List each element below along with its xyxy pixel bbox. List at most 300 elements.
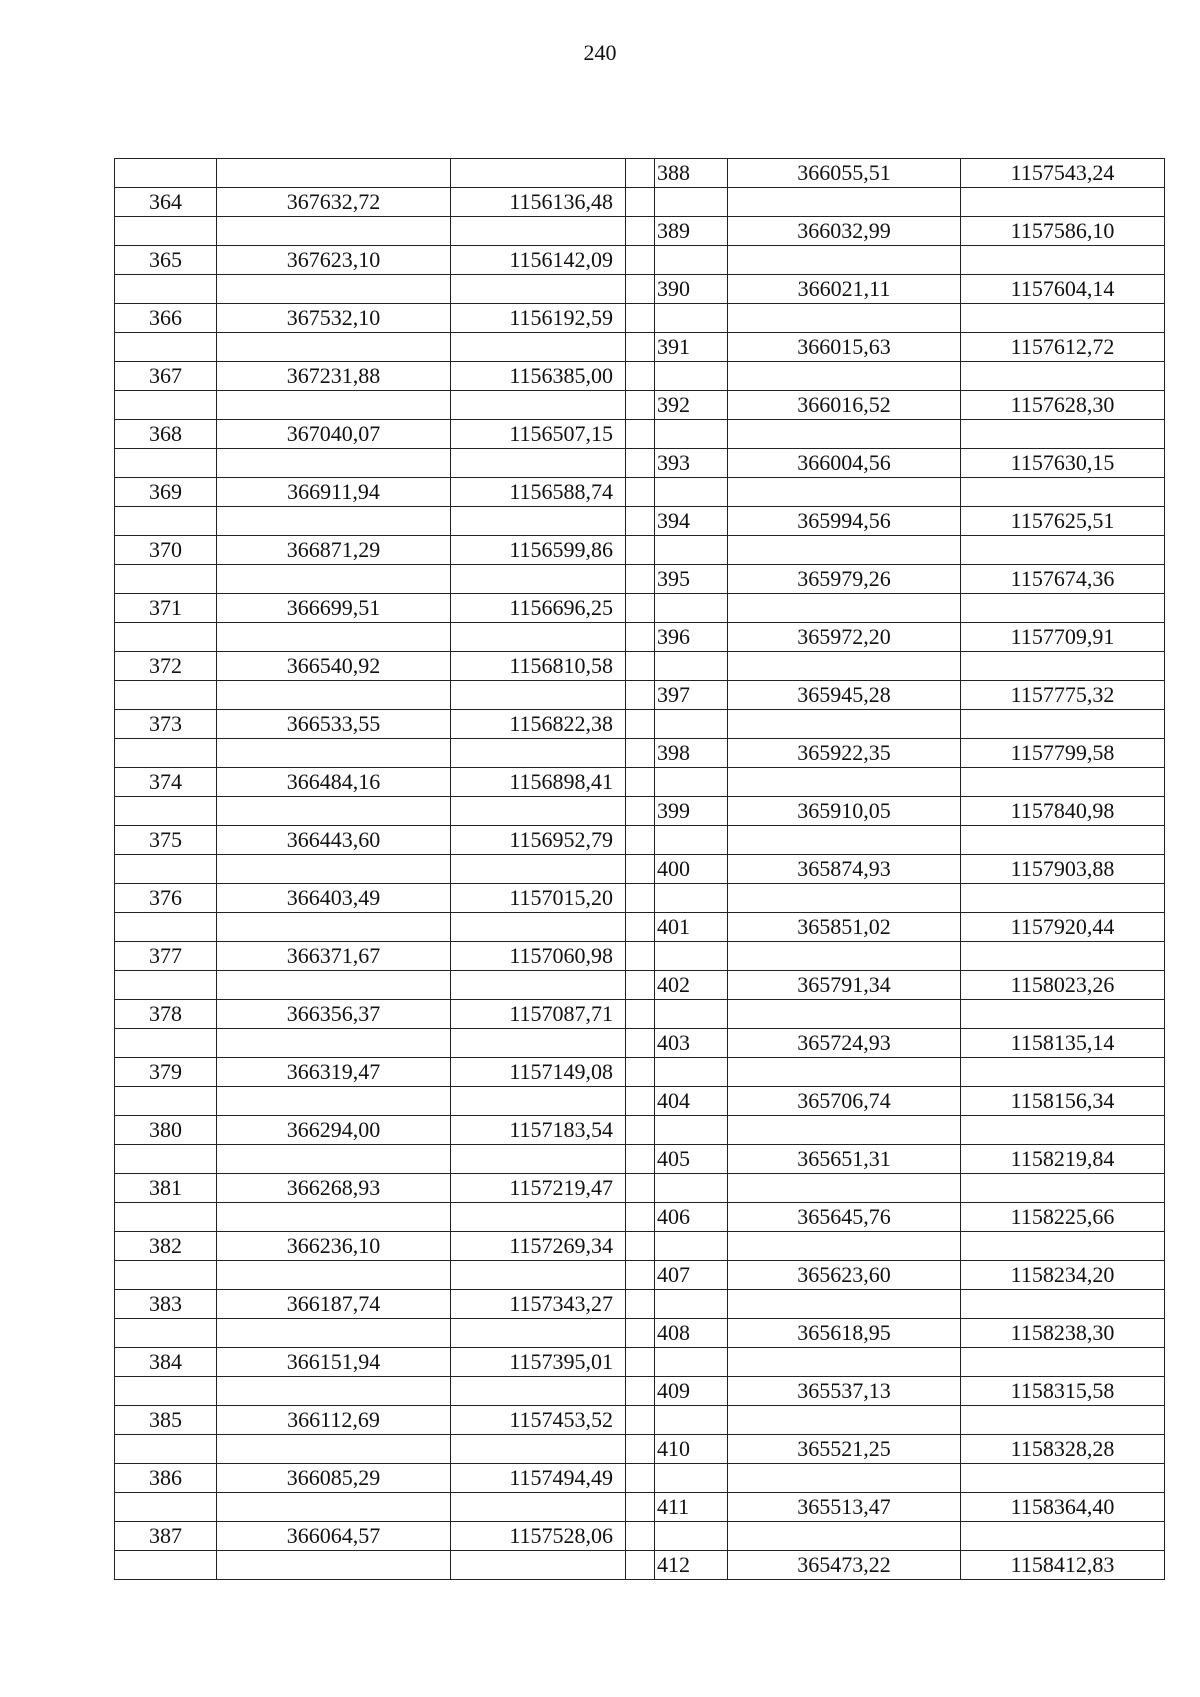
column-separator — [626, 420, 655, 449]
column-separator — [626, 391, 655, 420]
left-point-x: 366533,55 — [217, 710, 451, 739]
right-point-number — [655, 1522, 728, 1551]
left-point-x: 366699,51 — [217, 594, 451, 623]
right-point-x: 365537,13 — [728, 1377, 961, 1406]
column-separator — [626, 1493, 655, 1522]
left-point-number — [115, 913, 217, 942]
column-separator — [626, 1203, 655, 1232]
right-point-y — [961, 710, 1165, 739]
column-separator — [626, 1029, 655, 1058]
right-point-y: 1158156,34 — [961, 1087, 1165, 1116]
left-point-number: 387 — [115, 1522, 217, 1551]
right-point-x: 365618,95 — [728, 1319, 961, 1348]
right-point-x — [728, 942, 961, 971]
right-point-y: 1157674,36 — [961, 565, 1165, 594]
right-point-number: 404 — [655, 1087, 728, 1116]
column-separator — [626, 652, 655, 681]
left-point-x: 366085,29 — [217, 1464, 451, 1493]
table-row — [115, 1116, 1165, 1145]
column-separator — [626, 478, 655, 507]
column-separator — [626, 1058, 655, 1087]
column-separator — [626, 565, 655, 594]
column-separator — [626, 1116, 655, 1145]
column-separator — [626, 768, 655, 797]
column-separator — [626, 797, 655, 826]
right-point-number: 402 — [655, 971, 728, 1000]
left-point-y: 1156898,41 — [451, 768, 626, 797]
table-row — [115, 159, 1165, 188]
right-point-y: 1158135,14 — [961, 1029, 1165, 1058]
left-point-y — [451, 1435, 626, 1464]
column-separator — [626, 855, 655, 884]
right-point-number: 389 — [655, 217, 728, 246]
left-point-y: 1157183,54 — [451, 1116, 626, 1145]
right-point-number — [655, 246, 728, 275]
table-row — [115, 246, 1165, 275]
left-point-x — [217, 1435, 451, 1464]
right-point-y: 1158225,66 — [961, 1203, 1165, 1232]
left-point-number: 383 — [115, 1290, 217, 1319]
table-row — [115, 536, 1165, 565]
right-point-y: 1157612,72 — [961, 333, 1165, 362]
left-point-x — [217, 1145, 451, 1174]
right-point-x — [728, 1406, 961, 1435]
left-point-y — [451, 1203, 626, 1232]
column-separator — [626, 942, 655, 971]
left-point-y — [451, 623, 626, 652]
right-point-x: 365513,47 — [728, 1493, 961, 1522]
right-point-y — [961, 826, 1165, 855]
left-point-y — [451, 1377, 626, 1406]
table-row — [115, 420, 1165, 449]
left-point-y — [451, 1087, 626, 1116]
right-point-y — [961, 1406, 1165, 1435]
table-row — [115, 1058, 1165, 1087]
column-separator — [626, 826, 655, 855]
left-point-y: 1156588,74 — [451, 478, 626, 507]
right-point-x: 366016,52 — [728, 391, 961, 420]
column-separator — [626, 1377, 655, 1406]
column-separator — [626, 275, 655, 304]
left-point-y: 1157343,27 — [451, 1290, 626, 1319]
column-separator — [626, 739, 655, 768]
left-point-number — [115, 623, 217, 652]
column-separator — [626, 971, 655, 1000]
right-point-x — [728, 1116, 961, 1145]
left-point-x: 367231,88 — [217, 362, 451, 391]
right-point-number — [655, 1406, 728, 1435]
left-point-number — [115, 1377, 217, 1406]
right-point-number — [655, 594, 728, 623]
table-row — [115, 1377, 1165, 1406]
table-row — [115, 739, 1165, 768]
right-point-number — [655, 188, 728, 217]
column-separator — [626, 710, 655, 739]
left-point-y: 1157015,20 — [451, 884, 626, 913]
right-point-y — [961, 652, 1165, 681]
table-row — [115, 565, 1165, 594]
right-point-number: 398 — [655, 739, 728, 768]
right-point-number: 408 — [655, 1319, 728, 1348]
left-point-number: 382 — [115, 1232, 217, 1261]
left-point-x — [217, 1319, 451, 1348]
left-point-y: 1157269,34 — [451, 1232, 626, 1261]
table-row — [115, 1174, 1165, 1203]
table-row — [115, 188, 1165, 217]
right-point-number: 392 — [655, 391, 728, 420]
right-point-x: 365645,76 — [728, 1203, 961, 1232]
column-separator — [626, 246, 655, 275]
right-point-y: 1157586,10 — [961, 217, 1165, 246]
right-point-y: 1157630,15 — [961, 449, 1165, 478]
right-point-number — [655, 1348, 728, 1377]
left-point-y — [451, 507, 626, 536]
left-point-number — [115, 391, 217, 420]
left-point-y — [451, 1493, 626, 1522]
left-point-y — [451, 1145, 626, 1174]
left-point-number: 377 — [115, 942, 217, 971]
right-point-number — [655, 1290, 728, 1319]
left-point-y — [451, 217, 626, 246]
left-point-x — [217, 913, 451, 942]
right-point-x — [728, 1000, 961, 1029]
left-point-number — [115, 217, 217, 246]
column-separator — [626, 1145, 655, 1174]
left-point-x: 367532,10 — [217, 304, 451, 333]
right-point-x — [728, 1348, 961, 1377]
right-point-y — [961, 1232, 1165, 1261]
left-point-number: 381 — [115, 1174, 217, 1203]
table-row — [115, 333, 1165, 362]
table-row — [115, 478, 1165, 507]
left-point-x — [217, 1493, 451, 1522]
table-row — [115, 1087, 1165, 1116]
right-point-y — [961, 246, 1165, 275]
right-point-x: 365791,34 — [728, 971, 961, 1000]
right-point-x: 365922,35 — [728, 739, 961, 768]
right-point-number: 407 — [655, 1261, 728, 1290]
right-point-number: 397 — [655, 681, 728, 710]
right-point-number — [655, 710, 728, 739]
left-point-y: 1157494,49 — [451, 1464, 626, 1493]
right-point-y — [961, 594, 1165, 623]
right-point-number: 390 — [655, 275, 728, 304]
left-point-number — [115, 507, 217, 536]
left-point-number: 385 — [115, 1406, 217, 1435]
left-point-number: 369 — [115, 478, 217, 507]
left-point-y — [451, 797, 626, 826]
right-point-y — [961, 768, 1165, 797]
right-point-x: 366032,99 — [728, 217, 961, 246]
right-point-number: 399 — [655, 797, 728, 826]
table-row — [115, 1290, 1165, 1319]
right-point-number — [655, 536, 728, 565]
right-point-number — [655, 1232, 728, 1261]
left-point-y: 1157149,08 — [451, 1058, 626, 1087]
table-row — [115, 913, 1165, 942]
left-point-x — [217, 217, 451, 246]
right-point-x: 366021,11 — [728, 275, 961, 304]
left-point-number: 371 — [115, 594, 217, 623]
table-row — [115, 1261, 1165, 1290]
left-point-number: 379 — [115, 1058, 217, 1087]
left-point-x: 366443,60 — [217, 826, 451, 855]
right-point-y: 1158315,58 — [961, 1377, 1165, 1406]
right-point-number — [655, 1000, 728, 1029]
table-row — [115, 1435, 1165, 1464]
left-point-number — [115, 1087, 217, 1116]
right-point-x: 365874,93 — [728, 855, 961, 884]
right-point-x — [728, 1464, 961, 1493]
left-point-number — [115, 681, 217, 710]
left-point-y: 1156810,58 — [451, 652, 626, 681]
left-point-number — [115, 565, 217, 594]
left-point-y: 1156136,48 — [451, 188, 626, 217]
right-point-number: 401 — [655, 913, 728, 942]
left-point-y: 1156385,00 — [451, 362, 626, 391]
column-separator — [626, 1435, 655, 1464]
left-point-number — [115, 971, 217, 1000]
left-point-y: 1157528,06 — [451, 1522, 626, 1551]
right-point-x: 365521,25 — [728, 1435, 961, 1464]
right-point-y: 1158364,40 — [961, 1493, 1165, 1522]
left-point-number — [115, 1319, 217, 1348]
left-point-y: 1157395,01 — [451, 1348, 626, 1377]
left-point-number: 370 — [115, 536, 217, 565]
left-point-x — [217, 1261, 451, 1290]
table-row — [115, 971, 1165, 1000]
right-point-number — [655, 1464, 728, 1493]
left-point-number — [115, 1029, 217, 1058]
column-separator — [626, 1000, 655, 1029]
left-point-x — [217, 333, 451, 362]
right-point-x: 365724,93 — [728, 1029, 961, 1058]
left-point-y — [451, 681, 626, 710]
right-point-x — [728, 362, 961, 391]
right-point-x — [728, 536, 961, 565]
left-point-number: 373 — [115, 710, 217, 739]
left-point-x: 366294,00 — [217, 1116, 451, 1145]
right-point-x — [728, 188, 961, 217]
left-point-number: 367 — [115, 362, 217, 391]
left-point-y — [451, 913, 626, 942]
left-point-y — [451, 565, 626, 594]
right-point-x — [728, 1232, 961, 1261]
table-row — [115, 275, 1165, 304]
table-row — [115, 1232, 1165, 1261]
right-point-x — [728, 826, 961, 855]
left-point-number — [115, 1203, 217, 1232]
right-point-number: 391 — [655, 333, 728, 362]
left-point-x — [217, 159, 451, 188]
column-separator — [626, 623, 655, 652]
column-separator — [626, 1464, 655, 1493]
left-point-y — [451, 1261, 626, 1290]
left-point-x: 366540,92 — [217, 652, 451, 681]
right-point-x: 365910,05 — [728, 797, 961, 826]
left-point-y: 1157060,98 — [451, 942, 626, 971]
left-point-y: 1156696,25 — [451, 594, 626, 623]
coordinates-table — [114, 158, 1165, 1580]
right-point-y: 1158328,28 — [961, 1435, 1165, 1464]
table-row — [115, 1551, 1165, 1580]
right-point-x — [728, 710, 961, 739]
coordinates-table-body — [115, 159, 1165, 1580]
left-point-y: 1156952,79 — [451, 826, 626, 855]
table-row — [115, 710, 1165, 739]
right-point-x: 365473,22 — [728, 1551, 961, 1580]
column-separator — [626, 1522, 655, 1551]
right-point-x — [728, 1174, 961, 1203]
left-point-x — [217, 1087, 451, 1116]
left-point-x — [217, 1377, 451, 1406]
left-point-x — [217, 565, 451, 594]
right-point-y: 1157543,24 — [961, 159, 1165, 188]
left-point-number — [115, 1145, 217, 1174]
left-point-x: 366911,94 — [217, 478, 451, 507]
left-point-number — [115, 797, 217, 826]
table-row — [115, 594, 1165, 623]
left-point-x — [217, 1029, 451, 1058]
left-point-number — [115, 1261, 217, 1290]
right-point-number: 412 — [655, 1551, 728, 1580]
right-point-number — [655, 942, 728, 971]
right-point-number — [655, 884, 728, 913]
table-row — [115, 1000, 1165, 1029]
left-point-y — [451, 391, 626, 420]
column-separator — [626, 1551, 655, 1580]
left-point-x: 366319,47 — [217, 1058, 451, 1087]
left-point-x: 366371,67 — [217, 942, 451, 971]
right-point-y — [961, 1058, 1165, 1087]
column-separator — [626, 333, 655, 362]
left-point-x: 366151,94 — [217, 1348, 451, 1377]
left-point-number: 365 — [115, 246, 217, 275]
left-point-y — [451, 1551, 626, 1580]
column-separator — [626, 536, 655, 565]
left-point-x — [217, 797, 451, 826]
right-point-y — [961, 536, 1165, 565]
left-point-x: 367632,72 — [217, 188, 451, 217]
left-point-number — [115, 333, 217, 362]
right-point-y — [961, 188, 1165, 217]
right-point-y: 1157604,14 — [961, 275, 1165, 304]
left-point-y: 1156142,09 — [451, 246, 626, 275]
right-point-number: 400 — [655, 855, 728, 884]
right-point-x — [728, 652, 961, 681]
table-row — [115, 1493, 1165, 1522]
right-point-y — [961, 478, 1165, 507]
column-separator — [626, 362, 655, 391]
column-separator — [626, 217, 655, 246]
table-row — [115, 652, 1165, 681]
right-point-number: 406 — [655, 1203, 728, 1232]
left-point-x: 366484,16 — [217, 768, 451, 797]
table-row — [115, 826, 1165, 855]
right-point-number: 409 — [655, 1377, 728, 1406]
left-point-number — [115, 1435, 217, 1464]
left-point-x — [217, 1203, 451, 1232]
left-point-number — [115, 449, 217, 478]
column-separator — [626, 594, 655, 623]
right-point-y — [961, 1348, 1165, 1377]
right-point-y — [961, 304, 1165, 333]
right-point-number — [655, 1174, 728, 1203]
right-point-x — [728, 768, 961, 797]
left-point-x: 366236,10 — [217, 1232, 451, 1261]
left-point-x: 366403,49 — [217, 884, 451, 913]
left-point-y — [451, 739, 626, 768]
left-point-y — [451, 449, 626, 478]
right-point-number: 388 — [655, 159, 728, 188]
right-point-number — [655, 304, 728, 333]
right-point-y: 1157775,32 — [961, 681, 1165, 710]
table-row — [115, 1029, 1165, 1058]
left-point-x: 366356,37 — [217, 1000, 451, 1029]
table-row — [115, 768, 1165, 797]
left-point-number: 380 — [115, 1116, 217, 1145]
right-point-x — [728, 478, 961, 507]
table-row — [115, 623, 1165, 652]
column-separator — [626, 1406, 655, 1435]
left-point-x — [217, 739, 451, 768]
left-point-x — [217, 971, 451, 1000]
column-separator — [626, 507, 655, 536]
column-separator — [626, 1348, 655, 1377]
right-point-y — [961, 1116, 1165, 1145]
right-point-x: 365972,20 — [728, 623, 961, 652]
right-point-y: 1157903,88 — [961, 855, 1165, 884]
left-point-number — [115, 159, 217, 188]
right-point-number — [655, 362, 728, 391]
left-point-x — [217, 623, 451, 652]
page-number: 240 — [583, 40, 617, 65]
right-point-x — [728, 304, 961, 333]
right-point-x: 366055,51 — [728, 159, 961, 188]
right-point-x — [728, 594, 961, 623]
right-point-y — [961, 1000, 1165, 1029]
left-point-y: 1157453,52 — [451, 1406, 626, 1435]
left-point-x — [217, 275, 451, 304]
left-point-number: 384 — [115, 1348, 217, 1377]
right-point-x: 366015,63 — [728, 333, 961, 362]
column-separator — [626, 1261, 655, 1290]
left-point-number: 378 — [115, 1000, 217, 1029]
right-point-x — [728, 420, 961, 449]
left-point-number — [115, 1493, 217, 1522]
table-row — [115, 681, 1165, 710]
right-point-x — [728, 246, 961, 275]
left-point-x: 366871,29 — [217, 536, 451, 565]
right-point-y: 1157628,30 — [961, 391, 1165, 420]
table-row — [115, 942, 1165, 971]
left-point-y: 1156822,38 — [451, 710, 626, 739]
right-point-x: 365945,28 — [728, 681, 961, 710]
left-point-number: 376 — [115, 884, 217, 913]
right-point-number — [655, 826, 728, 855]
left-point-number: 386 — [115, 1464, 217, 1493]
right-point-y — [961, 884, 1165, 913]
right-point-number — [655, 652, 728, 681]
right-point-x: 365623,60 — [728, 1261, 961, 1290]
right-point-number — [655, 478, 728, 507]
column-separator — [626, 1319, 655, 1348]
column-separator — [626, 1174, 655, 1203]
left-point-x — [217, 507, 451, 536]
right-point-number — [655, 420, 728, 449]
column-separator — [626, 1290, 655, 1319]
right-point-y — [961, 362, 1165, 391]
